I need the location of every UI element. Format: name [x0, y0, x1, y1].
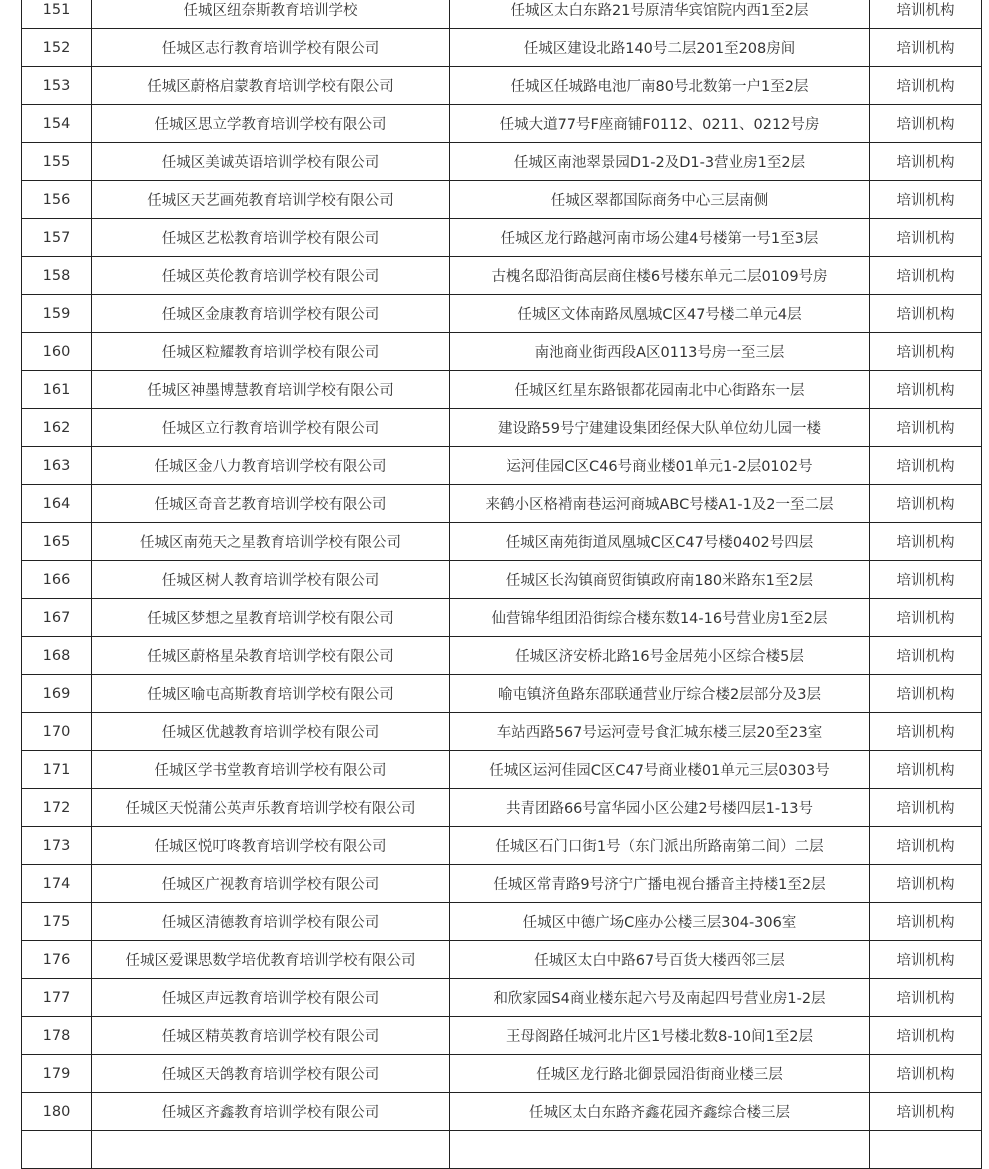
institution-address: 任城区常青路9号济宁广播电视台播音主持楼1至2层 — [450, 865, 870, 903]
table-row — [22, 409, 982, 447]
institution-address: 任城区中德广场C座办公楼三层304-306室 — [450, 903, 870, 941]
institution-name: 任城区奇音艺教育培训学校有限公司 — [92, 485, 450, 523]
institution-type: 培训机构 — [870, 105, 982, 143]
institution-address: 任城区太白东路齐鑫花园齐鑫综合楼三层 — [450, 1093, 870, 1131]
institution-type: 培训机构 — [870, 257, 982, 295]
institution-name: 任城区纽奈斯教育培训学校 — [92, 0, 450, 29]
institution-type: 培训机构 — [870, 903, 982, 941]
institution-name: 任城区天鸽教育培训学校有限公司 — [92, 1055, 450, 1093]
institution-name: 任城区粒耀教育培训学校有限公司 — [92, 333, 450, 371]
institution-name: 任城区蔚格星朵教育培训学校有限公司 — [92, 637, 450, 675]
institution-name: 任城区天悦蒲公英声乐教育培训学校有限公司 — [92, 789, 450, 827]
institution-address: 任城区建设北路140号二层201至208房间 — [450, 29, 870, 67]
institution-name: 任城区梦想之星教育培训学校有限公司 — [92, 599, 450, 637]
row-number: 169 — [22, 675, 92, 713]
institution-name: 任城区精英教育培训学校有限公司 — [92, 1017, 450, 1055]
institution-name: 任城区清德教育培训学校有限公司 — [92, 903, 450, 941]
institution-name: 任城区广视教育培训学校有限公司 — [92, 865, 450, 903]
row-number: 159 — [22, 295, 92, 333]
table-row — [22, 0, 982, 29]
row-number: 155 — [22, 143, 92, 181]
institution-type: 培训机构 — [870, 865, 982, 903]
institution-name: 任城区悦叮咚教育培训学校有限公司 — [92, 827, 450, 865]
table-row — [22, 219, 982, 257]
row-number: 164 — [22, 485, 92, 523]
institution-type: 培训机构 — [870, 1055, 982, 1093]
institution-table-wrapper — [21, 0, 981, 1169]
institution-type: 培训机构 — [870, 67, 982, 105]
institution-address: 任城区翠都国际商务中心三层南侧 — [450, 181, 870, 219]
table-row — [22, 713, 982, 751]
institution-name: 任城区美诚英语培训学校有限公司 — [92, 143, 450, 181]
row-number: 178 — [22, 1017, 92, 1055]
institution-name: 任城区学书堂教育培训学校有限公司 — [92, 751, 450, 789]
table-row — [22, 941, 982, 979]
institution-type: 培训机构 — [870, 219, 982, 257]
table-row — [22, 561, 982, 599]
institution-address: 喻屯镇济鱼路东邵联通营业厅综合楼2层部分及3层 — [450, 675, 870, 713]
institution-type: 培训机构 — [870, 1017, 982, 1055]
row-number: 161 — [22, 371, 92, 409]
institution-address: 运河佳园C区C46号商业楼01单元1-2层0102号 — [450, 447, 870, 485]
table-row — [22, 637, 982, 675]
row-number: 152 — [22, 29, 92, 67]
institution-name: 任城区喻屯高斯教育培训学校有限公司 — [92, 675, 450, 713]
table-row — [22, 295, 982, 333]
institution-type: 培训机构 — [870, 295, 982, 333]
row-number: 174 — [22, 865, 92, 903]
row-number: 157 — [22, 219, 92, 257]
institution-address: 来鹤小区格褙南巷运河商城ABC号楼A1-1及2一至二层 — [450, 485, 870, 523]
institution-type: 培训机构 — [870, 941, 982, 979]
institution-type: 培训机构 — [870, 523, 982, 561]
table-row — [22, 675, 982, 713]
row-number: 162 — [22, 409, 92, 447]
institution-name: 任城区南苑天之星教育培训学校有限公司 — [92, 523, 450, 561]
row-number: 167 — [22, 599, 92, 637]
institution-name: 任城区齐鑫教育培训学校有限公司 — [92, 1093, 450, 1131]
institution-type: 培训机构 — [870, 143, 982, 181]
institution-address: 王母阁路任城河北片区1号楼北数8-10间1至2层 — [450, 1017, 870, 1055]
table-row — [22, 599, 982, 637]
institution-name: 任城区志行教育培训学校有限公司 — [92, 29, 450, 67]
institution-type: 培训机构 — [870, 637, 982, 675]
row-number: 166 — [22, 561, 92, 599]
table-body — [22, 0, 982, 1169]
table-row — [22, 903, 982, 941]
institution-type: 培训机构 — [870, 181, 982, 219]
institution-address: 任城区石门口街1号（东门派出所路南第二间）二层 — [450, 827, 870, 865]
institution-type: 培训机构 — [870, 675, 982, 713]
institution-name: 任城区树人教育培训学校有限公司 — [92, 561, 450, 599]
institution-address: 古槐名邸沿街高层商住楼6号楼东单元二层0109号房 — [450, 257, 870, 295]
table-row — [22, 485, 982, 523]
row-number: 165 — [22, 523, 92, 561]
table-row — [22, 67, 982, 105]
institution-name: 任城区神墨博慧教育培训学校有限公司 — [92, 371, 450, 409]
table-row — [22, 447, 982, 485]
row-number: 168 — [22, 637, 92, 675]
row-number: 153 — [22, 67, 92, 105]
row-number: 156 — [22, 181, 92, 219]
table-row — [22, 29, 982, 67]
institution-address: 建设路59号宁建建设集团经保大队单位幼儿园一楼 — [450, 409, 870, 447]
institution-name: 任城区英伦教育培训学校有限公司 — [92, 257, 450, 295]
institution-address: 车站西路567号运河壹号食汇城东楼三层20至23室 — [450, 713, 870, 751]
institution-address: 任城区南池翠景园D1-2及D1-3营业房1至2层 — [450, 143, 870, 181]
table-row — [22, 181, 982, 219]
institution-type: 培训机构 — [870, 29, 982, 67]
institution-type: 培训机构 — [870, 979, 982, 1017]
institution-type: 培训机构 — [870, 789, 982, 827]
table-row — [22, 523, 982, 561]
row-number: 158 — [22, 257, 92, 295]
row-number: 160 — [22, 333, 92, 371]
institution-type: 培训机构 — [870, 0, 982, 29]
institution-name: 任城区思立学教育培训学校有限公司 — [92, 105, 450, 143]
institution-name: 任城区天艺画苑教育培训学校有限公司 — [92, 181, 450, 219]
row-number: 173 — [22, 827, 92, 865]
institution-type: 培训机构 — [870, 371, 982, 409]
table-row — [22, 143, 982, 181]
table-row — [22, 333, 982, 371]
institution-address: 任城区太白东路21号原清华宾馆院内西1至2层 — [450, 0, 870, 29]
row-number: 175 — [22, 903, 92, 941]
table-row — [22, 751, 982, 789]
table-row — [22, 865, 982, 903]
institution-address: 任城区太白中路67号百货大楼西邻三层 — [450, 941, 870, 979]
institution-name: 任城区金康教育培训学校有限公司 — [92, 295, 450, 333]
institution-name: 任城区立行教育培训学校有限公司 — [92, 409, 450, 447]
institution-type: 培训机构 — [870, 333, 982, 371]
institution-address: 任城大道77号F座商铺F0112、0211、0212号房 — [450, 105, 870, 143]
institution-address: 任城区南苑街道凤凰城C区C47号楼0402号四层 — [450, 523, 870, 561]
institution-name: 任城区艺松教育培训学校有限公司 — [92, 219, 450, 257]
row-number: 172 — [22, 789, 92, 827]
table-row — [22, 827, 982, 865]
institution-address: 任城区龙行路北御景园沿街商业楼三层 — [450, 1055, 870, 1093]
row-number: 151 — [22, 0, 92, 29]
institution-address: 任城区文体南路凤凰城C区47号楼二单元4层 — [450, 295, 870, 333]
institution-name: 任城区金八力教育培训学校有限公司 — [92, 447, 450, 485]
institution-address: 共青团路66号富华园小区公建2号楼四层1-13号 — [450, 789, 870, 827]
institution-type: 培训机构 — [870, 409, 982, 447]
institution-name: 任城区蔚格启蒙教育培训学校有限公司 — [92, 67, 450, 105]
table-row — [22, 1093, 982, 1131]
institution-name: 任城区优越教育培训学校有限公司 — [92, 713, 450, 751]
row-number: 176 — [22, 941, 92, 979]
table-row — [22, 789, 982, 827]
institution-address: 和欣家园S4商业楼东起六号及南起四号营业房1-2层 — [450, 979, 870, 1017]
institution-type: 培训机构 — [870, 751, 982, 789]
row-number: 163 — [22, 447, 92, 485]
row-number: 171 — [22, 751, 92, 789]
row-number: 177 — [22, 979, 92, 1017]
institution-address: 南池商业街西段A区0113号房一至三层 — [450, 333, 870, 371]
institution-type: 培训机构 — [870, 827, 982, 865]
institution-address: 任城区任城路电池厂南80号北数第一户1至2层 — [450, 67, 870, 105]
table-row — [22, 1055, 982, 1093]
table-row — [22, 979, 982, 1017]
institution-type: 培训机构 — [870, 561, 982, 599]
institution-name: 任城区声远教育培训学校有限公司 — [92, 979, 450, 1017]
table-row — [22, 371, 982, 409]
table-row — [22, 105, 982, 143]
row-number: 154 — [22, 105, 92, 143]
row-number: 170 — [22, 713, 92, 751]
institution-type: 培训机构 — [870, 447, 982, 485]
institution-address: 任城区运河佳园C区C47号商业楼01单元三层0303号 — [450, 751, 870, 789]
institution-type: 培训机构 — [870, 485, 982, 523]
table-row-partial — [22, 1131, 982, 1169]
row-number: 179 — [22, 1055, 92, 1093]
institution-table — [21, 0, 982, 1169]
institution-type: 培训机构 — [870, 599, 982, 637]
institution-address: 任城区龙行路越河南市场公建4号楼第一号1至3层 — [450, 219, 870, 257]
table-row — [22, 1017, 982, 1055]
institution-name: 任城区爱课思数学培优教育培训学校有限公司 — [92, 941, 450, 979]
institution-address: 任城区长沟镇商贸街镇政府南180米路东1至2层 — [450, 561, 870, 599]
row-number: 180 — [22, 1093, 92, 1131]
institution-address: 仙营锦华组团沿街综合楼东数14-16号营业房1至2层 — [450, 599, 870, 637]
institution-type: 培训机构 — [870, 713, 982, 751]
institution-address: 任城区红星东路银都花园南北中心街路东一层 — [450, 371, 870, 409]
table-row — [22, 257, 982, 295]
institution-type: 培训机构 — [870, 1093, 982, 1131]
institution-address: 任城区济安桥北路16号金居苑小区综合楼5层 — [450, 637, 870, 675]
